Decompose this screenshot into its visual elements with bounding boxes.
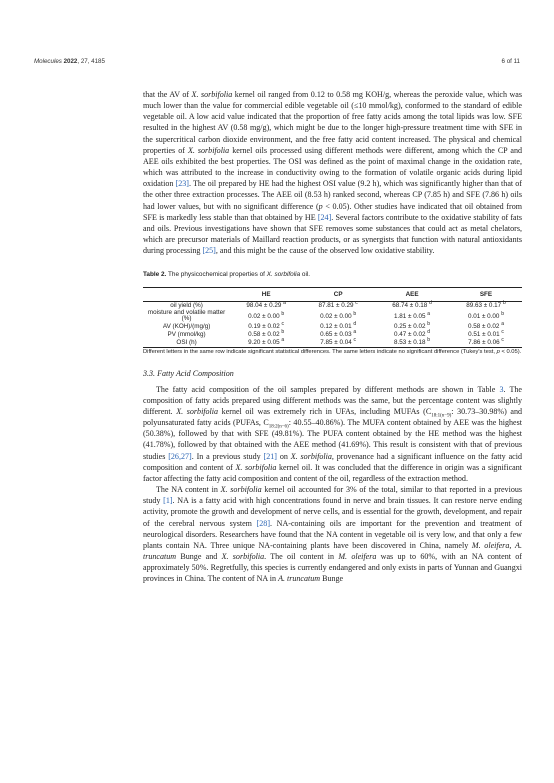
header-cell: AEE bbox=[405, 290, 419, 298]
text: kernel oils processed using different methods were different, among which the CP and AEE oils exhibited the best properties. The OSI was defined as the point of maximal change in the oxidation rate, which was attributed to the increase in conductivity owing to the formation of volatile organic acids during lipid oxidation bbox=[143, 145, 523, 189]
significance-letter: c bbox=[355, 299, 358, 306]
significance-letter: a bbox=[501, 321, 504, 328]
significance-letter: b bbox=[281, 310, 285, 317]
cell-value: 0.65 ± 0.03 bbox=[320, 331, 354, 339]
table-cell bbox=[450, 331, 522, 339]
paragraph-oil-properties bbox=[143, 89, 522, 256]
table-cell bbox=[374, 310, 450, 324]
significance-letter: a bbox=[353, 329, 357, 336]
journal-name: Molecules bbox=[34, 58, 62, 65]
journal-year: 2022 bbox=[63, 58, 78, 65]
text: that the AV of bbox=[143, 90, 192, 99]
significance-letter: d bbox=[427, 329, 431, 336]
cell-value: 89.63 ± 0.17 bbox=[466, 301, 503, 309]
significance-letter: a bbox=[281, 337, 285, 344]
table-cell bbox=[230, 301, 302, 309]
table-cell bbox=[450, 339, 522, 347]
cell-value: 7.86 ± 0.06 bbox=[468, 339, 502, 347]
citation-link[interactable]: [1] bbox=[163, 496, 173, 506]
row-label: PV (mmol/kg) bbox=[167, 331, 206, 339]
physicochemical-table bbox=[143, 287, 522, 349]
text: oil. bbox=[300, 271, 311, 279]
species-name: X. sorbifolia bbox=[176, 406, 219, 416]
cell-value: 0.01 ± 0.00 bbox=[467, 312, 502, 320]
table-row bbox=[143, 310, 522, 324]
citation-link[interactable]: [23] bbox=[175, 179, 189, 189]
subscript: 18:1(n−9) bbox=[431, 413, 452, 419]
table-cell bbox=[230, 339, 302, 347]
text: Bunge bbox=[320, 574, 344, 584]
header-cell: CP bbox=[333, 290, 343, 298]
table-link[interactable]: 3 bbox=[499, 384, 504, 394]
text: . The oil prepared by HE had the highest OSI value (9.2 h), which was significantly higher than that of the other three extraction processes. The AEE oil (8.53 h) ranked second, whereas CP (7.85 h) and SFE (7.86 h) oils had lower values, but with no significant difference ( bbox=[143, 179, 522, 211]
table-cell bbox=[374, 301, 450, 309]
table-header-row bbox=[143, 287, 522, 301]
text: was up to 60%, with an NA content of approximately 50%. Regretfully, this species is currently endangered and only exists in parts of Yunnan and Guangxi provinces in China. The content of NA in bbox=[143, 552, 522, 584]
cell-value: 0.51 ± 0.01 bbox=[468, 331, 502, 339]
significance-letter: b bbox=[502, 299, 506, 306]
cell-value: 7.85 ± 0.04 bbox=[320, 339, 354, 347]
text: . The composition of fatty acids prepared using different methods was the same, but the percentage content was slightly different. bbox=[143, 384, 523, 416]
text: , bbox=[509, 540, 516, 550]
text: The physicochemical properties of bbox=[166, 271, 267, 279]
section-number: 3.3. bbox=[143, 368, 156, 378]
table-cell bbox=[302, 323, 374, 331]
species-name: X. sorbifolia bbox=[187, 145, 230, 155]
text: < 0.05). bbox=[499, 349, 522, 356]
table-cell bbox=[302, 310, 374, 324]
cell-value: 0.02 ± 0.00 bbox=[248, 312, 282, 320]
paragraph-nervonic-acid bbox=[143, 484, 522, 584]
significance-letter: c bbox=[353, 337, 357, 344]
cell-value: 9.20 ± 0.05 bbox=[248, 339, 282, 347]
significance-letter: a bbox=[283, 299, 286, 306]
table-cell bbox=[450, 323, 522, 331]
table-cell bbox=[450, 310, 522, 324]
cell-value: 8.53 ± 0.18 bbox=[394, 339, 428, 347]
table-footnote bbox=[143, 349, 522, 356]
text: kernel oil ranged from 0.12 to 0.58 mg KOH/g, whereas the peroxide value, which was much lower than the value for commercial edible vegetable oil (≤10 mmol/kg), conformed to the standard of edible vegetable oil. A low acid value indicated that the proportion of free fatty acids among the total lipids was low. SFE resulted in the highest AV (0.58 mg/g), which might be due to the longer high-pressure treatment time with SFE in the supercritical carbon dioxide environment, and the free fatty acid content increased. The physical and chemical properties of bbox=[143, 90, 522, 155]
table-row bbox=[143, 323, 522, 331]
p-symbol: p bbox=[318, 201, 323, 211]
species-name: X. sorbifolia bbox=[266, 271, 301, 279]
significance-letter: c bbox=[501, 337, 504, 344]
table-cell bbox=[450, 301, 522, 309]
table-cell bbox=[374, 331, 450, 339]
text: : 40.55–40.86%). The MUFA content obtained by AEE was the highest (50.38%), followed by that with SFE (49.81%). The PUFA content obtained by the HE method was the highest (41.78%), followed by that obtained with the AEE method (41.69%). This result is consistent with that of previous studies bbox=[143, 418, 522, 461]
text: < 0.05). Other studies have indicated that oil obtained from SFE is markedly less stable than that obtained by HE bbox=[143, 201, 522, 222]
text: . Several factors contribute to the oxidative stability of fats and oils. Previous investigations have shown that SFE removes some substances that could act as metal chelators, which are precursor materials of Maillard reaction products, or as synergists that function with natural antioxidants during processing bbox=[143, 212, 522, 256]
text: kernel oil was extremely rich in UFAs, including MUFAs (C bbox=[218, 406, 432, 416]
header-cell: HE bbox=[261, 290, 271, 298]
species-name: X. sorbifolia bbox=[221, 552, 265, 561]
journal-volume: 27 bbox=[80, 58, 88, 65]
row-label: moisture and volatile matter (%) bbox=[147, 308, 226, 323]
text: The NA content in bbox=[156, 485, 221, 495]
running-header bbox=[34, 58, 520, 68]
text: , and this might be the cause of the observed low oxidative stability. bbox=[215, 246, 435, 256]
text: . In a previous study bbox=[191, 451, 264, 461]
table-cell bbox=[374, 323, 450, 331]
table-cell bbox=[230, 331, 302, 339]
text: . The oil content in bbox=[264, 552, 339, 561]
cell-value: 87.81 ± 0.29 bbox=[318, 301, 356, 309]
table-body bbox=[143, 301, 522, 347]
table-row bbox=[143, 339, 522, 347]
text: Bunge and bbox=[176, 552, 222, 561]
species-name: M. oleifera bbox=[471, 540, 510, 550]
table-cell bbox=[302, 339, 374, 347]
cell-value: 0.47 ± 0.02 bbox=[394, 331, 428, 339]
species-name: M. oleifera bbox=[338, 552, 377, 561]
section-heading bbox=[143, 368, 522, 379]
significance-letter: b bbox=[427, 321, 431, 328]
text: , provenance had a significant influence on the fatty acid composition and content of bbox=[143, 451, 522, 472]
cell-value: 0.58 ± 0.02 bbox=[467, 323, 502, 331]
significance-letter: d bbox=[429, 299, 432, 306]
table-label: Table 2. bbox=[143, 271, 167, 279]
species-name: X. sorbifolia bbox=[235, 462, 277, 472]
citation-link[interactable]: [26,27] bbox=[168, 451, 192, 461]
section-title: Fatty Acid Composition bbox=[155, 368, 234, 378]
row-label: oil yield (%) bbox=[170, 301, 203, 309]
p-symbol: p bbox=[496, 349, 500, 356]
species-name: A. truncatum bbox=[278, 574, 321, 584]
citation-link[interactable]: [21] bbox=[263, 451, 277, 461]
species-name: X. sorbifolia bbox=[290, 451, 332, 461]
cell-value: 0.02 ± 0.00 bbox=[320, 312, 354, 320]
cell-value: 68.74 ± 0.18 bbox=[392, 301, 430, 309]
citation-link[interactable]: [24] bbox=[317, 212, 332, 222]
row-label: OSI (h) bbox=[176, 339, 197, 347]
significance-letter: b bbox=[427, 337, 431, 344]
significance-letter: b bbox=[501, 310, 504, 317]
table-cell bbox=[302, 331, 374, 339]
significance-letter: c bbox=[501, 329, 504, 336]
article-number: 4185 bbox=[91, 58, 105, 65]
significance-letter: b bbox=[281, 329, 285, 336]
table-row bbox=[143, 331, 522, 339]
text: . NA is a fatty acid with high concentrations found in nerve and brain tissues. It can restore nerve ending activity, promote the growth and development of nerve cells, and is essential for the growth, development, and repair of the cerebral nervous system bbox=[143, 496, 523, 528]
cell-value: 0.19 ± 0.02 bbox=[248, 323, 282, 331]
citation-link[interactable]: [25] bbox=[202, 246, 216, 256]
journal-citation: Molecules 2022, 27, 4185 bbox=[34, 58, 105, 65]
cell-value: 0.25 ± 0.02 bbox=[394, 323, 428, 331]
citation-link[interactable]: [28] bbox=[256, 518, 270, 528]
significance-letter: d bbox=[353, 321, 357, 328]
row-label: AV (KOH)/(mg/g) bbox=[162, 323, 211, 331]
table-cell bbox=[302, 301, 374, 309]
cell-value: 0.12 ± 0.01 bbox=[320, 323, 354, 331]
subscript: 18:2(n−6) bbox=[268, 424, 289, 430]
text: Different letters in the same row indicate significant statistical differences. The same letters indicate no significant difference (Tukey's test, bbox=[143, 349, 497, 356]
table-cell bbox=[374, 339, 450, 347]
text: on bbox=[276, 451, 291, 461]
significance-letter: b bbox=[353, 310, 357, 317]
text: The fatty acid composition of the oil samples prepared by different methods are shown in Table bbox=[156, 384, 500, 394]
cell-value: 1.81 ± 0.05 bbox=[394, 312, 428, 320]
table-cell bbox=[230, 310, 302, 324]
species-name: A. truncatum bbox=[143, 540, 522, 561]
text: : 30.73–30.98%) and polyunsaturated fatty acids (PUFAs, C bbox=[143, 406, 522, 428]
page-number: 6 of 11 bbox=[501, 58, 520, 65]
main-column bbox=[143, 89, 522, 584]
cell-value: 98.04 ± 0.29 bbox=[246, 301, 284, 309]
text: kernel oil. It was concluded that the difference in origin was a significant factor affecting the fatty acid composition and content of the oil, regardless of the extraction method. bbox=[143, 462, 523, 483]
text: kernel oil accounted for 3% of the total, similar to that reported in a previous study bbox=[143, 485, 522, 506]
significance-letter: a bbox=[427, 310, 431, 317]
species-name: X. sorbifolia bbox=[191, 90, 233, 99]
header-cell: SFE bbox=[479, 290, 493, 298]
table-cell bbox=[230, 323, 302, 331]
paragraph-fatty-acids bbox=[143, 384, 522, 484]
cell-value: 0.58 ± 0.02 bbox=[248, 331, 282, 339]
significance-letter: c bbox=[281, 321, 285, 328]
table-caption bbox=[143, 269, 522, 280]
text: . NA-containing oils are important for the prevention and treatment of neurological disorders. Researchers have found that the NA content in vegetable oil is very low, and that only a few plants contain NA. Three unique NA-containing plants have been discovered in China, namely bbox=[143, 518, 522, 550]
header-cell bbox=[143, 287, 230, 301]
species-name: X. sorbifolia bbox=[220, 485, 262, 495]
